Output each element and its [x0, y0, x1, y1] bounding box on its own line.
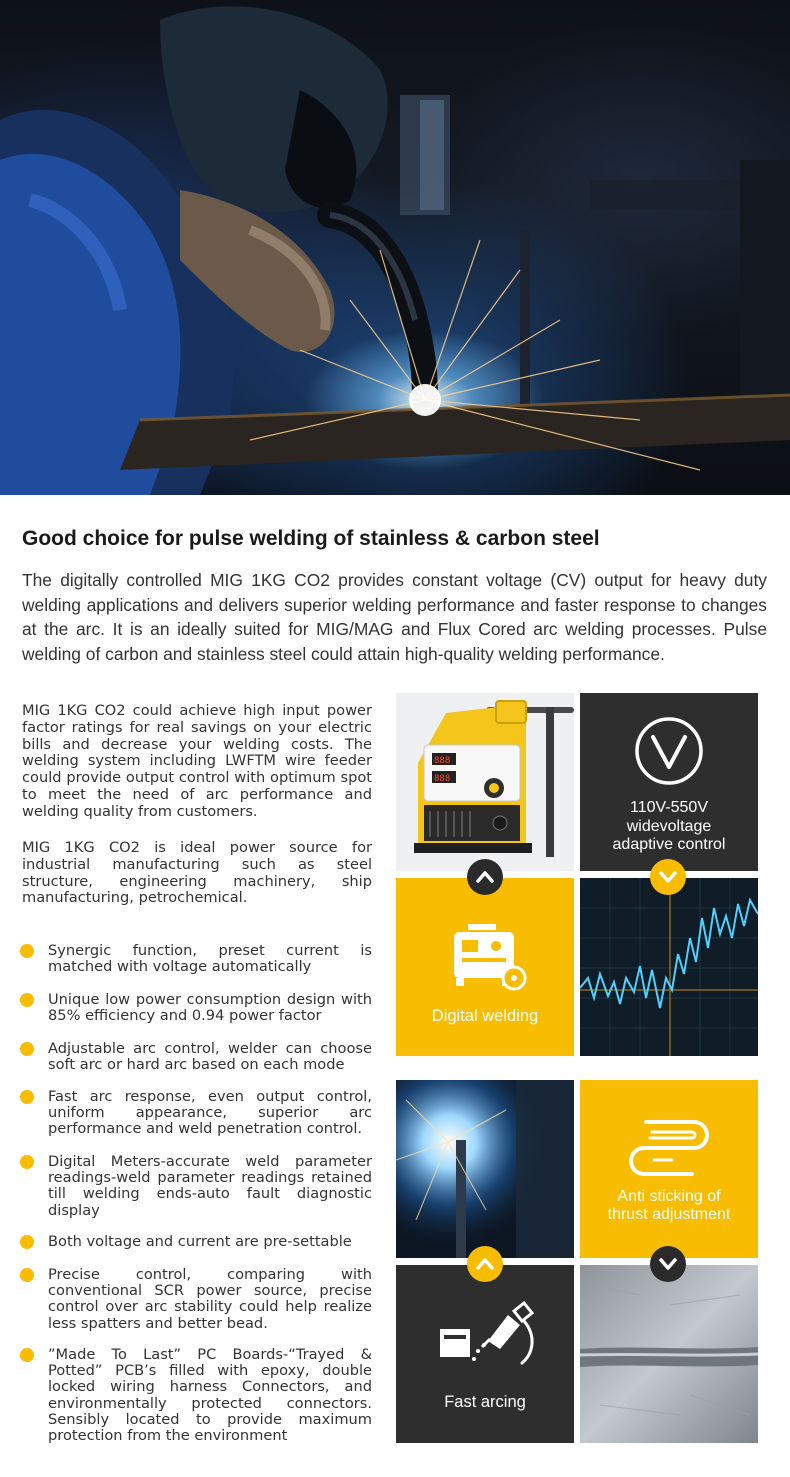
feature-text: Adjustable arc control, welder can choose soft arc or hard arc based on each mode — [48, 1040, 372, 1074]
digital-welding-tile — [396, 878, 574, 1056]
bullet-icon — [20, 1348, 34, 1362]
weld-bead-photo-tile — [580, 1265, 758, 1443]
chevron-up-badge — [467, 859, 503, 895]
anti-sticking-tile — [580, 1080, 758, 1258]
bullet-icon — [20, 944, 34, 958]
intro-paragraph: The digitally controlled MIG 1KG CO2 provides constant voltage (CV) output for heavy duty welding applications and delivers superior welding performance and faster response to changes at the arc. It is an ideally suited for MIG/MAG and Flux Cored arc welding processes. Pulse welding of carbon and stainless steel could attain high-quality welding performance. — [22, 570, 767, 664]
waveform-illustration — [580, 878, 758, 1056]
wide-voltage-label-line1: 110V-550V — [630, 799, 708, 816]
feature-text: ”Made To Last” PC Boards-“Trayed & Potted” PCB’s filled with epoxy, double locked wiring harness Connectors, and environmentally protected connectors. Sensibly located to provide maximum protection from the environment — [48, 1346, 372, 1445]
generator-icon — [396, 878, 574, 1056]
chevron-up-icon — [476, 870, 494, 884]
svg-text:888: 888 — [434, 774, 451, 784]
wire-spool-icon — [580, 1080, 758, 1258]
feature-text: Synergic function, preset current is matched with voltage automatically — [48, 942, 372, 976]
chevron-up-badge — [467, 1246, 503, 1282]
feature-text: Precise control, comparing with conventional SCR power source, precise control over arc stability could help realize less spatters and better bead. — [48, 1266, 372, 1332]
hero-welding-photo — [0, 0, 790, 495]
wide-voltage-label-line3: adaptive control — [612, 836, 726, 853]
bullet-icon — [20, 1235, 34, 1249]
bullet-icon — [20, 1268, 34, 1282]
wide-voltage-tile — [580, 693, 758, 871]
chevron-down-icon — [659, 1257, 677, 1271]
hero-illustration — [0, 0, 790, 495]
feature-text: Fast arc response, even output control, uniform appearance, superior arc performance and weld penetration control. — [48, 1088, 372, 1138]
svg-text:888: 888 — [434, 756, 451, 766]
welder-machine-photo-tile — [396, 693, 574, 871]
description-paragraph-1: MIG 1KG CO2 could achieve high input power factor ratings for real savings on your electric bills and decrease your welding costs. The welding system including LWFTM wire feeder could provide output control with optimum spot to meet the need of arc performance and welding quality from customers. — [22, 702, 372, 820]
anti-sticking-label-line2: thrust adjustment — [607, 1206, 731, 1223]
chevron-down-icon — [659, 870, 677, 884]
chevron-down-badge — [650, 859, 686, 895]
welder-machine-illustration — [396, 693, 574, 871]
digital-welding-label: Digital welding — [431, 1007, 539, 1025]
fast-arcing-label: Fast arcing — [444, 1393, 526, 1411]
welding-torch-icon — [396, 1265, 574, 1443]
waveform-chart-tile — [580, 878, 758, 1056]
chevron-up-icon — [476, 1257, 494, 1271]
bullet-icon — [20, 1155, 34, 1169]
bullet-icon — [20, 1042, 34, 1056]
bullet-icon — [20, 1090, 34, 1104]
bullet-icon — [20, 993, 34, 1007]
page-title: Good choice for pulse welding of stainless & carbon steel — [22, 527, 600, 550]
chevron-down-badge — [650, 1246, 686, 1282]
feature-text: Digital Meters-accurate weld parameter readings-weld parameter readings retained till welding ends-auto fault diagnostic display — [48, 1153, 372, 1219]
description-paragraph-2: MIG 1KG CO2 is ideal power source for industrial manufacturing such as steel structure, engineering machinery, ship manufacturing, petrochemical. — [22, 839, 372, 907]
welding-photo-illustration — [396, 1080, 574, 1258]
feature-text: Unique low power consumption design with 85% efficiency and 0.94 power factor — [48, 991, 372, 1025]
wide-voltage-label-line2: widevoltage — [626, 818, 712, 835]
feature-text: Both voltage and current are pre-settable — [48, 1233, 352, 1250]
fast-arcing-tile — [396, 1265, 574, 1443]
weld-bead-illustration — [580, 1265, 758, 1443]
anti-sticking-label-line1: Anti sticking of — [617, 1188, 721, 1205]
welding-photo-tile — [396, 1080, 574, 1258]
